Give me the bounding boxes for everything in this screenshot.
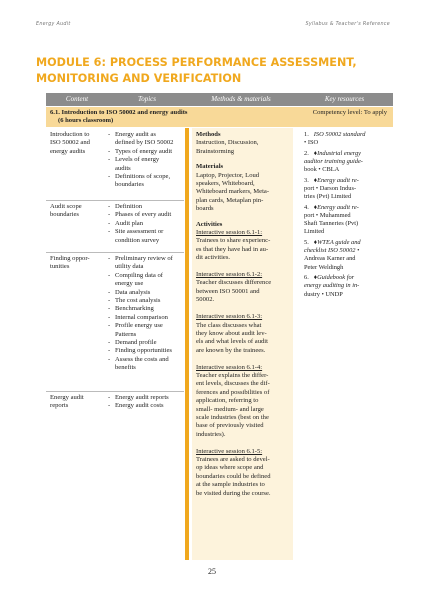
topic-line: - Finding opportunities: [115, 347, 172, 355]
topic-item: [108, 356, 188, 373]
topic-line: - Energy audit costs: [115, 402, 164, 410]
topic-line: - Demand profile: [115, 339, 157, 347]
materials-line: boards: [196, 205, 214, 213]
topic-item: [108, 402, 188, 410]
resource-line: [304, 220, 394, 228]
topic-line: audits: [115, 164, 131, 172]
topic-list: [108, 255, 188, 373]
resource-line: [304, 158, 394, 166]
topic-item: [108, 339, 188, 347]
topic-item: [108, 228, 188, 245]
section-hours: (6 hours classroom): [58, 117, 114, 124]
column-header-content: Content: [65, 95, 89, 103]
diamond-icon: ♦: [313, 239, 318, 246]
topic-line: utility data: [115, 263, 144, 271]
resource-text: energy auditing in in-: [304, 282, 360, 290]
content-line: tunities: [50, 263, 70, 271]
topic-item: [108, 297, 188, 305]
topic-item: [108, 314, 188, 322]
interactive-session-text: application, referring to: [196, 397, 259, 405]
resource-line: [304, 255, 394, 263]
topic-line: - Profile energy use: [115, 322, 163, 330]
section-row: [46, 107, 393, 127]
module-title: MODULE 6: PROCESS PERFORMANCE ASSESSMENT, MONITORING AND VERIFICATION: [36, 56, 357, 85]
topic-line: - Levels of energy: [115, 156, 160, 164]
materials-line: plan cards, Metaplan pin-: [196, 196, 264, 204]
content-cell: [50, 131, 110, 156]
diamond-icon: ♦: [313, 176, 318, 184]
resource-text: Limited: [304, 228, 325, 236]
interactive-session-text: between ISO 50001 and: [196, 287, 260, 295]
interactive-session-label: Interactive session 6.1-5:: [196, 447, 263, 455]
resource-number: 5.: [304, 239, 309, 246]
resource-text: ISO 50002 standard: [313, 131, 366, 138]
content-cell: [50, 255, 110, 272]
topic-item: [108, 347, 188, 355]
interactive-session-text: Trainees to share experienc-: [196, 237, 271, 245]
topic-line: benefits: [115, 364, 136, 372]
column-header-topics: Topics: [137, 95, 157, 103]
resource-text: • ISO: [304, 139, 319, 147]
topic-item: [108, 289, 188, 297]
methods-line: Instruction, Discussion,: [196, 139, 259, 147]
resource-number: 4.: [304, 203, 309, 211]
diamond-icon: ♦: [313, 149, 318, 157]
interactive-session-text: dit activities.: [196, 254, 231, 262]
column-header-methods: Methods & materials: [211, 95, 271, 103]
interactive-session-label: Interactive session 6.1-3:: [196, 313, 263, 321]
resource-item: [304, 274, 394, 299]
resource-text: dustry • UNDP: [304, 290, 343, 298]
topic-line: - Definition: [115, 203, 143, 210]
topic-line: boundaries: [115, 181, 144, 189]
topic-line: - Preliminary review of: [115, 255, 173, 262]
interactive-session-text: base of previously visited: [196, 422, 264, 430]
resource-text: Guidebook for: [317, 274, 355, 282]
content-line: Introduction to: [50, 131, 90, 138]
resource-line: [304, 239, 394, 247]
content-line: Audit scope: [50, 203, 82, 210]
key-resources-cell: [304, 131, 394, 301]
interactive-session-text: els and what levels of audit: [196, 338, 268, 346]
content-cell: [50, 394, 110, 411]
topic-line: - Data analysis: [115, 288, 151, 296]
resource-text: checklist ISO 50002 •: [304, 247, 360, 255]
interactive-session-label: Interactive session 6.1-4:: [196, 363, 263, 371]
resource-item: [304, 239, 394, 272]
topic-line: defined by ISO 50002: [115, 139, 174, 147]
methods-heading: Methods: [196, 131, 221, 138]
resource-line: [304, 166, 394, 174]
topic-line: - Benchmarking: [115, 305, 154, 313]
resource-text: WTEA guide and: [317, 239, 361, 246]
topic-item: [108, 220, 188, 228]
topic-line: - Site assessment or: [115, 228, 164, 236]
topic-item: [108, 203, 188, 211]
resource-number: 3.: [304, 176, 309, 184]
topic-item: [108, 272, 188, 289]
resource-number: 1.: [304, 131, 309, 138]
resource-text: Energy audit re-: [317, 203, 359, 211]
interactive-session-label: Interactive session 6.1-2:: [196, 271, 263, 279]
resource-line: [304, 139, 394, 147]
content-line: reports: [50, 402, 69, 410]
resource-line: [304, 228, 394, 236]
interactive-session-text: ferences and possibilities of: [196, 388, 270, 396]
column-header-resources: Key resources: [324, 95, 365, 103]
resource-line: [304, 150, 394, 158]
topic-line: Patterns: [115, 330, 137, 338]
methods-materials-cell: [196, 131, 292, 498]
topic-line: - Audit plan: [115, 219, 144, 227]
resource-line: [304, 177, 394, 185]
row-divider: [46, 200, 184, 201]
resource-line: [304, 282, 394, 290]
content-cell: [50, 203, 110, 220]
activities-heading: Activities: [196, 220, 223, 228]
interactive-session-text: op ideas where scope and: [196, 464, 264, 472]
resource-text: Shafi Tanneries (Pvt): [304, 220, 359, 228]
interactive-session-text: The class discusses what: [196, 321, 262, 329]
interactive-session-text: are known by the trainees.: [196, 346, 266, 354]
topic-line: energy use: [115, 280, 144, 288]
topic-line: condition survey: [115, 236, 160, 244]
interactive-session-text: Trainees are asked to devel-: [196, 455, 270, 463]
topic-item: [108, 322, 188, 339]
topic-line: - Assess the costs and: [115, 355, 169, 363]
content-line: ISO 50002 and: [50, 139, 90, 147]
running-header-right: Syllabus & Teacher's Reference: [305, 22, 390, 27]
resource-line: [304, 264, 394, 272]
resource-line: [304, 185, 394, 193]
resource-line: [304, 247, 394, 255]
topic-list: [108, 203, 188, 245]
table-header: [46, 93, 393, 106]
interactive-session-text: ent levels, discusses the dif-: [196, 380, 270, 388]
resource-text: auditor training guide-: [304, 158, 363, 165]
topic-line: - Internal comparison: [115, 313, 168, 321]
running-header-left: Energy Audit: [36, 22, 71, 27]
interactive-session-label: Interactive session 6.1-1:: [196, 229, 263, 237]
resource-item: [304, 177, 394, 202]
interactive-session-text: at the sample industries to: [196, 481, 265, 489]
resource-line: [304, 131, 394, 139]
topic-list: [108, 394, 188, 411]
resource-item: [304, 150, 394, 175]
row-divider: [46, 391, 184, 392]
interactive-session-text: industries).: [196, 430, 226, 438]
content-line: Finding oppor-: [50, 255, 90, 262]
topic-item: [108, 156, 188, 173]
interactive-session-text: 50002.: [196, 296, 215, 304]
topic-line: - The cost analysis: [115, 297, 161, 305]
resource-text: Andreas Karner and: [304, 255, 356, 263]
interactive-session-text: es that they have had in au-: [196, 245, 269, 253]
resource-text: Peter Weldingh: [304, 263, 344, 271]
topic-line: - Phases of every audit: [115, 211, 172, 219]
topic-item: [108, 305, 188, 313]
resource-item: [304, 131, 394, 147]
resource-number: 6.: [304, 274, 309, 282]
resource-line: [304, 204, 394, 212]
methods-line: Brainstorming: [196, 147, 235, 155]
topic-item: [108, 211, 188, 219]
content-line: boundaries: [50, 211, 79, 219]
interactive-session-text: boundaries could be defined: [196, 472, 271, 480]
topic-line: - Energy audit reports: [115, 394, 169, 401]
materials-heading: Materials: [196, 163, 224, 171]
resource-number: 2.: [304, 149, 309, 157]
materials-line: Whiteboard markers, Meta-: [196, 188, 270, 196]
interactive-session-text: scale industries (best on the: [196, 413, 269, 421]
resource-line: [304, 274, 394, 282]
interactive-session-text: small- medium- and large: [196, 405, 264, 413]
topic-item: [108, 131, 188, 148]
interactive-session-text: Teacher explains the differ-: [196, 371, 269, 379]
competency-level: Competency level: To apply: [312, 108, 387, 116]
topic-item: [108, 394, 188, 402]
page-number: 25: [208, 567, 216, 576]
materials-line: Laptop, Projector, Loud: [196, 171, 260, 179]
resource-line: [304, 291, 394, 299]
interactive-session-text: they know about audit lev-: [196, 329, 267, 337]
resource-item: [304, 204, 394, 237]
diamond-icon: ♦: [313, 203, 318, 211]
interactive-session-text: be visited during the course.: [196, 489, 271, 497]
materials-line: speakers, Whiteboard,: [196, 180, 255, 188]
resource-text: Industrial energy: [317, 149, 362, 157]
resource-line: [304, 193, 394, 201]
content-line: energy audits: [50, 147, 86, 155]
resource-line: [304, 212, 394, 220]
resource-text: book • CBLA: [304, 166, 340, 174]
row-divider: [46, 252, 184, 253]
resource-text: tries (Pvt) Limited: [304, 193, 352, 201]
topic-line: - Energy audit as: [115, 131, 156, 138]
content-line: Energy audit: [50, 394, 84, 401]
topic-line: - Definitions of scope,: [115, 173, 171, 181]
resource-text: port • Muhammed: [304, 212, 351, 219]
section-title: 6.1. Introduction to ISO 50002 and energy audits: [50, 108, 188, 116]
interactive-session-text: Teacher discusses difference: [196, 279, 272, 287]
topic-item: [108, 255, 188, 272]
resource-text: Energy audit re-: [317, 176, 359, 184]
topic-line: - Compiling data of: [115, 271, 163, 279]
resource-text: port • Darson Indus-: [304, 185, 357, 192]
topic-item: [108, 148, 188, 156]
topic-item: [108, 173, 188, 190]
topic-list: [108, 131, 188, 190]
topic-line: - Types of energy audit: [115, 147, 173, 155]
diamond-icon: ♦: [313, 274, 318, 282]
